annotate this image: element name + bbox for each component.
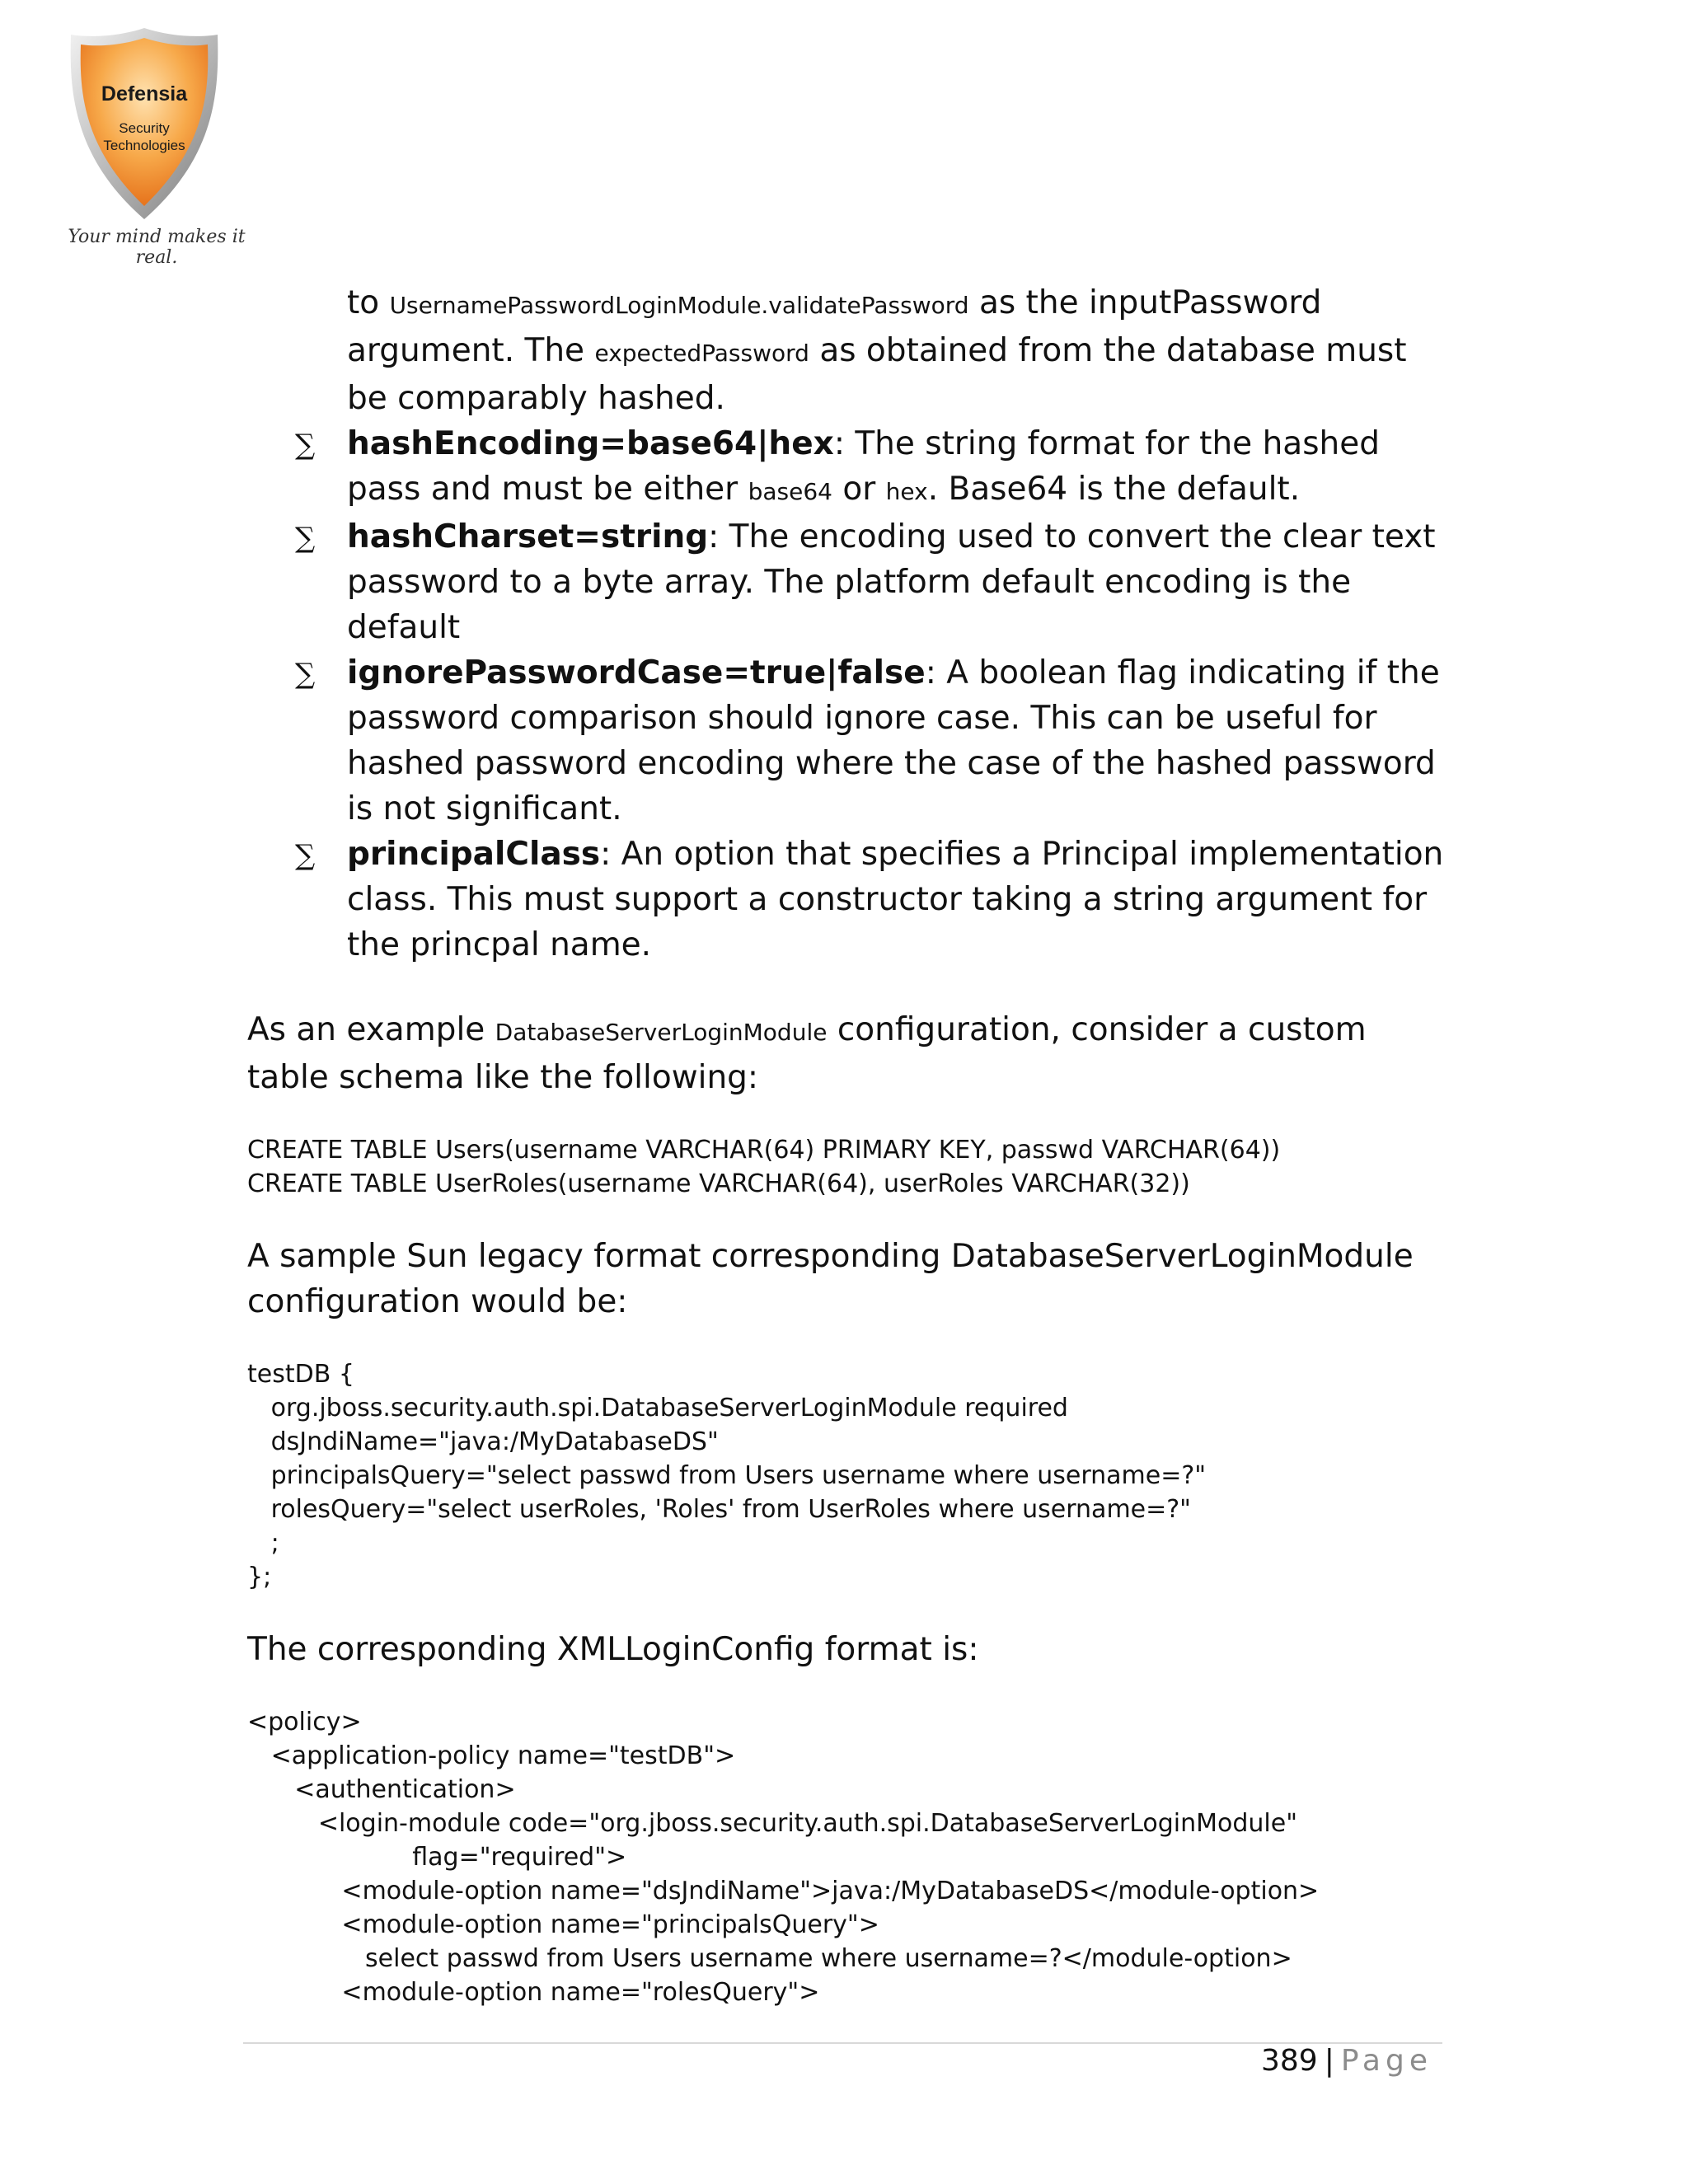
option-text: . Base64 is the default. <box>927 471 1301 508</box>
xml-code-block <box>247 1705 1451 2009</box>
list-item <box>295 514 1451 650</box>
code-hex: hex <box>885 478 928 505</box>
sun-format-heading: A sample Sun legacy format corresponding DatabaseServerLoginModule configuration would be: <box>247 1238 1414 1320</box>
example-text-2: configuration, consider a custom table schema like the following: <box>247 1011 1367 1096</box>
footer-separator: | <box>1324 2044 1334 2078</box>
code-line: <authentication> <box>247 1775 516 1804</box>
logo-subtitle-line-1: Security <box>119 120 170 136</box>
option-list <box>247 421 1451 968</box>
logo-tagline: Your mind makes it real. <box>68 227 246 268</box>
bullet-sigma-icon: ∑ <box>295 429 316 462</box>
code-line: rolesQuery="select userRoles, 'Roles' from UserRoles where username=?" <box>247 1495 1191 1524</box>
option-text: : A boolean flag indicating if the password comparison should ignore case. This can be useful for hashed password encoding where the case of the hashed password is not significant. <box>347 654 1440 827</box>
code-line: testDB { <box>247 1360 354 1389</box>
intro-text-2: as the inputPassword argument. The <box>347 284 1322 369</box>
code-line: <login-module code="org.jboss.security.auth.spi.DatabaseServerLoginModule" <box>247 1809 1298 1838</box>
code-line: principalsQuery="select passwd from Users username where username=?" <box>247 1461 1207 1490</box>
option-term: principalClass <box>347 836 601 873</box>
option-text: or <box>832 471 886 508</box>
code-line: CREATE TABLE UserRoles(username VARCHAR(64), userRoles VARCHAR(32)) <box>247 1169 1190 1198</box>
code-line: <application-policy name="testDB"> <box>247 1741 736 1770</box>
intro-text-3: as obtained from the database must be comparably hashed. <box>347 332 1407 417</box>
bullet-sigma-icon: ∑ <box>295 522 316 555</box>
sun-code-block <box>247 1357 1451 1594</box>
list-item <box>295 421 1451 514</box>
code-validate-password: UsernamePasswordLoginModule.validatePassword <box>389 292 969 319</box>
sql-code-block <box>247 1133 1451 1201</box>
option-term: hashCharset=string <box>347 518 709 555</box>
code-database-login-module: DatabaseServerLoginModule <box>495 1019 828 1046</box>
page-number: 389 <box>1260 2044 1318 2078</box>
code-line: <module-option name="dsJndiName">java:/MyDatabaseDS</module-option> <box>247 1877 1320 1905</box>
code-line: select passwd from Users username where username=?</module-option> <box>247 1944 1292 1973</box>
company-logo <box>58 25 247 268</box>
code-line: <policy> <box>247 1708 362 1736</box>
logo-brand: Defensia <box>101 82 188 105</box>
page-content <box>247 280 1451 2009</box>
page-label: Page <box>1340 2044 1432 2078</box>
option-text: : The string format for the hashed pass and must be either <box>347 425 1380 508</box>
intro-text-1: to <box>347 284 390 321</box>
code-base64: base64 <box>748 478 832 505</box>
bullet-sigma-icon: ∑ <box>295 658 316 691</box>
option-term: ignorePasswordCase=true|false <box>347 654 926 691</box>
code-line: }; <box>247 1563 272 1591</box>
code-line: <module-option name="principalsQuery"> <box>247 1910 879 1939</box>
code-line: <module-option name="rolesQuery"> <box>247 1978 820 2007</box>
bullet-sigma-icon: ∑ <box>295 839 316 872</box>
code-line: dsJndiName="java:/MyDatabaseDS" <box>247 1427 719 1456</box>
list-item <box>295 650 1451 832</box>
xml-format-heading: The corresponding XMLLoginConfig format is: <box>247 1631 979 1668</box>
logo-subtitle <box>66 120 223 154</box>
logo-subtitle-line-2: Technologies <box>103 138 185 153</box>
code-line: org.jboss.security.auth.spi.DatabaseServerLoginModule required <box>247 1394 1068 1422</box>
option-text: : The encoding used to convert the clear text password to a byte array. The platform default encoding is the default <box>347 518 1436 646</box>
intro-paragraph <box>347 280 1451 421</box>
code-line: ; <box>247 1529 279 1558</box>
page-footer <box>1261 2044 1432 2078</box>
code-line: CREATE TABLE Users(username VARCHAR(64) PRIMARY KEY, passwd VARCHAR(64)) <box>247 1136 1281 1165</box>
option-text: : An option that specifies a Principal implementation class. This must support a constructor taking a string argument for the princpal name. <box>347 836 1444 963</box>
code-line: flag="required"> <box>247 1843 627 1872</box>
code-expected-password: expectedPassword <box>594 340 809 367</box>
list-item <box>295 832 1451 968</box>
option-term: hashEncoding=base64|hex <box>347 425 834 462</box>
example-paragraph <box>247 1007 1451 1100</box>
example-text-1: As an example <box>247 1011 495 1048</box>
